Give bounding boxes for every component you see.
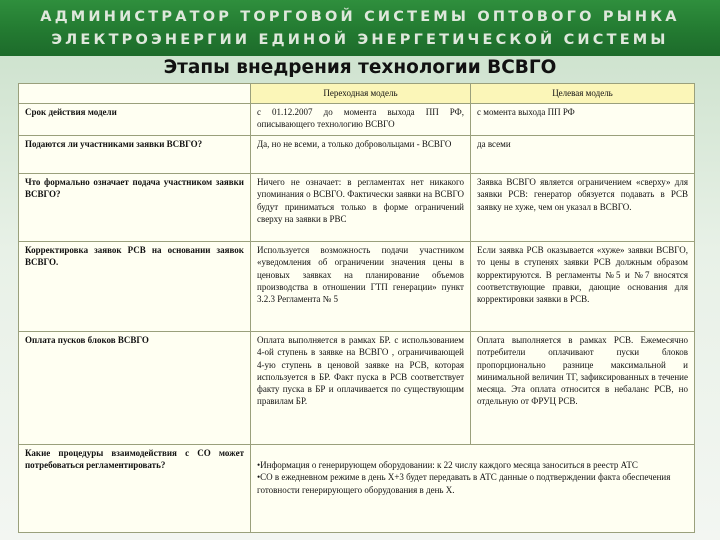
comparison-table xyxy=(18,83,695,533)
table-row xyxy=(19,242,695,332)
transition-cell: с 01.12.2007 до момента выхода ПП РФ, описывающего технологию ВСВГО xyxy=(251,104,471,136)
banner-line-2: ЭЛЕКТРОЭНЕРГИИ ЕДИНОЙ ЭНЕРГЕТИЧЕСКОЙ СИСТЕМЫ xyxy=(51,32,669,48)
row-label: Что формально означает подача участником заявки ВСВГО? xyxy=(19,174,251,242)
slide-title: Этапы внедрения технологии ВСВГО xyxy=(163,57,557,78)
table-row xyxy=(19,104,695,136)
row-label: Срок действия модели xyxy=(19,104,251,136)
transition-cell: Используется возможность подачи участником «уведомления об ограничении значения цены в ценовых заявках на планирование объемов производства в отношении ГТП генерации» пункт 3.2.3 Регламента № 5 xyxy=(251,242,471,332)
header-blank-cell xyxy=(19,84,251,104)
target-cell: Заявка ВСВГО является ограничением «сверху» для заявки РСВ: генератор обязуется подавать в РСВ заявку не хуже, чем он указал в ВСВГО. xyxy=(471,174,695,242)
header-transition-model: Переходная модель xyxy=(251,84,471,104)
table-row xyxy=(19,332,695,445)
bullet-item: •СО в ежедневном режиме в день Х+3 будет передавать в АТС данные о подтверждении факта обеспечения готовности генерирующего оборудования в день Х. xyxy=(257,472,671,495)
header-target-model: Целевая модель xyxy=(471,84,695,104)
target-cell: Оплата выполняется в рамках РСВ. Ежемесячно потребители оплачивают пуски блоков пропорционально разнице максимальной и минимальной величин ТГ, зафиксированных в течение месяца. Эта оплата относится в небаланс РСВ, но отдельную от ФРУЦ РСВ. xyxy=(471,332,695,445)
table-row xyxy=(19,174,695,242)
transition-cell: Да, но не всеми, а только добровольцами - ВСВГО xyxy=(251,136,471,174)
interaction-procedures-cell xyxy=(251,445,695,533)
row-label: Оплата пусков блоков ВСВГО xyxy=(19,332,251,445)
row-label: Подаются ли участниками заявки ВСВГО? xyxy=(19,136,251,174)
table-header-row xyxy=(19,84,695,104)
bullet-item: •Информация о генерирующем оборудовании: к 22 числу каждого месяца заноситься в реестр АТС xyxy=(257,460,638,470)
transition-cell: Оплата выполняется в рамках БР. с использованием 4-ой ступень в заявке на ВСВГО , ограничивающей 4-ую ступень в ценовой заявке на РСВ, которая используется в БР. Факт пуска в РСВ соответствует факту пуска в БР и оплачивается по существующим правилам БР. xyxy=(251,332,471,445)
target-cell: да всеми xyxy=(471,136,695,174)
row-label: Корректировка заявок РСВ на основании заявок ВСВГО. xyxy=(19,242,251,332)
header-banner xyxy=(0,0,720,56)
table-row xyxy=(19,445,695,533)
row-label: Какие процедуры взаимодействия с СО может потребоваться регламентировать? xyxy=(19,445,251,533)
target-cell: с момента выхода ПП РФ xyxy=(471,104,695,136)
banner-line-1: АДМИНИСТРАТОР ТОРГОВОЙ СИСТЕМЫ ОПТОВОГО РЫНКА xyxy=(40,9,680,25)
transition-cell: Ничего не означает: в регламентах нет никакого упоминания о ВСВГО. Фактически заявки на ВСВГО будут приниматься только в форме ограничений сверху на заявки в РВС xyxy=(251,174,471,242)
target-cell: Если заявка РСВ оказывается «хуже» заявки ВСВГО, то цены в ступенях заявки РСВ должным образом корректируются. В регламенты №5 и №7 вносятся соответствующие правки, дающие основания для корректировки заявки в РСВ. xyxy=(471,242,695,332)
table-row xyxy=(19,136,695,174)
